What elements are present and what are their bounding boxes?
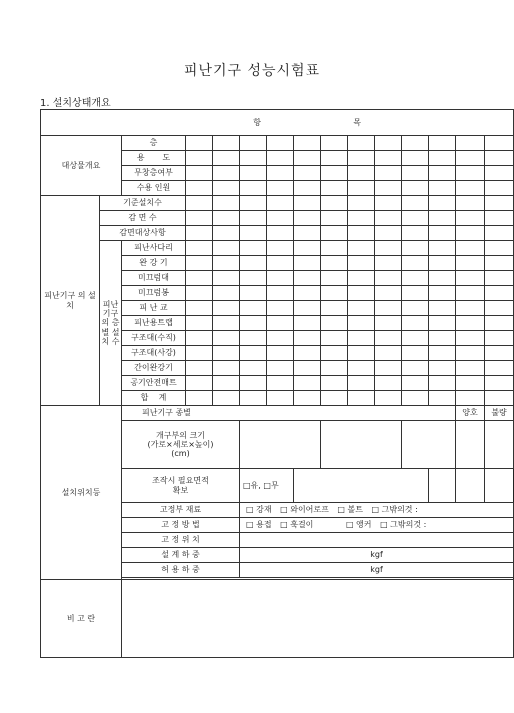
entry-cell[interactable] xyxy=(321,331,348,346)
entry-cell[interactable] xyxy=(321,256,348,271)
entry-cell[interactable] xyxy=(402,286,429,301)
entry-cell[interactable] xyxy=(485,331,514,346)
entry-cell[interactable] xyxy=(485,301,514,316)
entry-cell[interactable] xyxy=(456,211,485,226)
row-label: 피난용트랩 xyxy=(122,316,186,331)
entry-cell[interactable] xyxy=(348,286,375,301)
entry-cell[interactable] xyxy=(267,241,294,256)
entry-cell[interactable] xyxy=(294,346,321,361)
row-label: 설 계 하 중 xyxy=(122,548,240,563)
entry-cell[interactable] xyxy=(321,211,348,226)
entry-cell[interactable] xyxy=(186,181,213,196)
checkbox-other[interactable]: □ 그밖의것 : xyxy=(380,520,427,530)
entry-cell[interactable] xyxy=(294,361,321,376)
entry-cell[interactable] xyxy=(429,256,456,271)
entry-cell[interactable] xyxy=(186,211,213,226)
row-label: 허 용 하 중 xyxy=(122,563,240,578)
entry-cell[interactable] xyxy=(375,151,402,166)
entry-cell[interactable] xyxy=(186,136,213,151)
entry-cell[interactable] xyxy=(348,196,375,211)
checkbox-bolt[interactable]: □ 볼트 xyxy=(337,505,363,515)
entry-cell[interactable] xyxy=(321,226,348,241)
entry-cell[interactable] xyxy=(456,469,485,503)
remarks-field[interactable] xyxy=(122,580,514,658)
entry-cell[interactable] xyxy=(186,196,213,211)
entry-cell[interactable] xyxy=(429,211,456,226)
entry-cell[interactable] xyxy=(485,166,514,181)
entry-cell[interactable] xyxy=(402,211,429,226)
entry-cell[interactable] xyxy=(375,136,402,151)
entry-cell[interactable] xyxy=(321,316,348,331)
entry-cell[interactable] xyxy=(456,226,485,241)
entry-cell[interactable] xyxy=(267,331,294,346)
entry-cell[interactable] xyxy=(294,286,321,301)
entry-cell[interactable] xyxy=(429,286,456,301)
entry-cell[interactable] xyxy=(485,211,514,226)
row-label: 구조대(수직) xyxy=(122,331,186,346)
entry-cell[interactable] xyxy=(402,226,429,241)
entry-cell[interactable] xyxy=(213,376,240,391)
row-label: 합 계 xyxy=(122,391,186,406)
entry-cell[interactable] xyxy=(294,211,321,226)
entry-cell[interactable] xyxy=(402,301,429,316)
checkbox-wire-rope[interactable]: □ 와이어로프 xyxy=(280,505,329,515)
entry-cell[interactable] xyxy=(485,151,514,166)
entry-cell[interactable] xyxy=(456,196,485,211)
entry-cell[interactable] xyxy=(267,346,294,361)
entry-cell[interactable] xyxy=(186,391,213,406)
entry-cell[interactable] xyxy=(375,226,402,241)
entry-cell[interactable] xyxy=(186,331,213,346)
inspection-form-table xyxy=(40,109,514,658)
row-label: 구조대(사강) xyxy=(122,346,186,361)
ops-area-options xyxy=(240,469,294,503)
entry-cell[interactable] xyxy=(294,316,321,331)
entry-cell[interactable] xyxy=(213,331,240,346)
entry-cell[interactable] xyxy=(456,166,485,181)
row-label: 미끄럼봉 xyxy=(122,286,186,301)
entry-cell[interactable] xyxy=(348,256,375,271)
entry-cell[interactable] xyxy=(294,241,321,256)
entry-cell[interactable] xyxy=(485,316,514,331)
entry-cell[interactable] xyxy=(186,346,213,361)
group-label-location: 설치위치등 xyxy=(41,406,122,580)
entry-cell[interactable] xyxy=(429,301,456,316)
entry-cell[interactable] xyxy=(485,376,514,391)
document-title: 피난기구 성능시험표 xyxy=(183,63,321,79)
entry-cell[interactable] xyxy=(186,286,213,301)
entry-cell[interactable] xyxy=(321,376,348,391)
entry-cell[interactable] xyxy=(402,271,429,286)
entry-cell[interactable] xyxy=(186,166,213,181)
entry-cell[interactable] xyxy=(485,346,514,361)
entry-cell[interactable] xyxy=(321,271,348,286)
checkbox-other[interactable]: □ 그밖의것 : xyxy=(371,505,418,515)
entry-cell[interactable] xyxy=(429,346,456,361)
entry-cell[interactable] xyxy=(240,301,267,316)
entry-cell[interactable] xyxy=(294,256,321,271)
entry-cell[interactable] xyxy=(402,361,429,376)
entry-cell[interactable] xyxy=(456,361,485,376)
entry-cell[interactable] xyxy=(402,151,429,166)
fix-method-options xyxy=(240,518,514,533)
entry-cell[interactable] xyxy=(213,391,240,406)
entry-cell[interactable] xyxy=(429,166,456,181)
entry-cell[interactable] xyxy=(213,316,240,331)
entry-cell[interactable] xyxy=(294,136,321,151)
entry-cell[interactable] xyxy=(186,301,213,316)
sub-label-floor-count: 피난 기구 의 층별 설치 수 xyxy=(100,241,122,406)
entry-cell[interactable] xyxy=(240,271,267,286)
entry-cell[interactable] xyxy=(485,391,514,406)
checkbox-steel[interactable]: □ 강재 xyxy=(246,505,272,515)
entry-cell[interactable] xyxy=(240,316,267,331)
entry-cell[interactable] xyxy=(402,181,429,196)
entry-cell[interactable] xyxy=(321,421,402,469)
entry-cell[interactable] xyxy=(456,271,485,286)
entry-cell[interactable] xyxy=(294,331,321,346)
entry-cell[interactable] xyxy=(213,241,240,256)
entry-cell[interactable] xyxy=(321,151,348,166)
entry-cell[interactable] xyxy=(267,361,294,376)
entry-cell[interactable] xyxy=(294,469,429,503)
header-left: 항 xyxy=(253,117,261,127)
entry-cell[interactable] xyxy=(294,196,321,211)
entry-cell[interactable] xyxy=(375,301,402,316)
entry-cell[interactable] xyxy=(213,166,240,181)
entry-cell[interactable] xyxy=(348,211,375,226)
entry-cell[interactable] xyxy=(402,196,429,211)
entry-cell[interactable] xyxy=(402,256,429,271)
entry-cell[interactable] xyxy=(240,533,514,548)
row-label: 완 강 기 xyxy=(122,256,186,271)
entry-cell[interactable] xyxy=(267,226,294,241)
entry-cell[interactable] xyxy=(294,181,321,196)
entry-cell[interactable] xyxy=(402,166,429,181)
entry-cell[interactable] xyxy=(375,286,402,301)
group-label-target: 대상물개요 xyxy=(41,136,122,196)
entry-cell[interactable] xyxy=(240,421,321,469)
entry-cell[interactable] xyxy=(456,151,485,166)
entry-cell[interactable] xyxy=(429,361,456,376)
entry-cell[interactable] xyxy=(375,271,402,286)
entry-cell[interactable] xyxy=(456,421,485,469)
entry-cell[interactable] xyxy=(348,376,375,391)
entry-cell[interactable] xyxy=(402,376,429,391)
entry-cell[interactable] xyxy=(348,226,375,241)
entry-cell[interactable] xyxy=(456,256,485,271)
entry-cell[interactable] xyxy=(375,331,402,346)
entry-cell[interactable] xyxy=(375,241,402,256)
entry-cell[interactable] xyxy=(294,376,321,391)
entry-cell[interactable] xyxy=(213,271,240,286)
entry-cell[interactable] xyxy=(375,346,402,361)
entry-cell[interactable] xyxy=(240,136,267,151)
entry-cell[interactable] xyxy=(429,226,456,241)
entry-cell[interactable] xyxy=(186,361,213,376)
entry-cell[interactable] xyxy=(294,271,321,286)
entry-cell[interactable] xyxy=(456,391,485,406)
row-label: 피난사다리 xyxy=(122,241,186,256)
fix-material-options xyxy=(240,503,514,518)
entry-cell[interactable] xyxy=(402,136,429,151)
row-label: 고정부 재료 xyxy=(122,503,240,518)
checkbox-welding[interactable]: □ 용접 xyxy=(246,520,272,530)
entry-cell[interactable] xyxy=(348,241,375,256)
entry-cell[interactable] xyxy=(186,271,213,286)
entry-cell[interactable] xyxy=(213,226,240,241)
entry-cell[interactable] xyxy=(321,241,348,256)
entry-cell[interactable] xyxy=(429,316,456,331)
design-load-unit[interactable]: kgf xyxy=(240,548,514,563)
entry-cell[interactable] xyxy=(267,376,294,391)
entry-cell[interactable] xyxy=(375,316,402,331)
entry-cell[interactable] xyxy=(213,181,240,196)
entry-cell[interactable] xyxy=(485,271,514,286)
entry-cell[interactable] xyxy=(348,181,375,196)
row-label: 감면대상사항 xyxy=(100,226,186,241)
entry-cell[interactable] xyxy=(429,331,456,346)
entry-cell[interactable] xyxy=(348,136,375,151)
entry-cell[interactable] xyxy=(294,226,321,241)
entry-cell[interactable] xyxy=(456,181,485,196)
entry-cell[interactable] xyxy=(348,301,375,316)
entry-cell[interactable] xyxy=(348,346,375,361)
entry-cell[interactable] xyxy=(456,301,485,316)
entry-cell[interactable] xyxy=(348,151,375,166)
entry-cell[interactable] xyxy=(240,346,267,361)
entry-cell[interactable] xyxy=(240,361,267,376)
entry-cell[interactable] xyxy=(213,346,240,361)
header-cell xyxy=(41,110,514,136)
entry-cell[interactable] xyxy=(294,166,321,181)
entry-cell[interactable] xyxy=(213,211,240,226)
entry-cell[interactable] xyxy=(456,331,485,346)
entry-cell[interactable] xyxy=(485,241,514,256)
entry-cell[interactable] xyxy=(485,256,514,271)
entry-cell[interactable] xyxy=(375,211,402,226)
entry-cell[interactable] xyxy=(213,256,240,271)
entry-cell[interactable] xyxy=(321,391,348,406)
entry-cell[interactable] xyxy=(267,301,294,316)
row-label: 피난기구 종별 xyxy=(122,406,456,421)
entry-cell[interactable] xyxy=(321,166,348,181)
entry-cell[interactable] xyxy=(240,241,267,256)
entry-cell[interactable] xyxy=(240,181,267,196)
row-label: 용 도 xyxy=(122,151,186,166)
entry-cell[interactable] xyxy=(213,361,240,376)
entry-cell[interactable] xyxy=(456,241,485,256)
checkbox-anchor[interactable]: □ 앵커 xyxy=(345,520,372,530)
entry-cell[interactable] xyxy=(348,316,375,331)
entry-cell[interactable] xyxy=(402,346,429,361)
entry-cell[interactable] xyxy=(429,376,456,391)
entry-cell[interactable] xyxy=(321,181,348,196)
entry-cell[interactable] xyxy=(485,136,514,151)
entry-cell[interactable] xyxy=(375,256,402,271)
entry-cell[interactable] xyxy=(267,151,294,166)
row-label: 기준설치수 xyxy=(100,196,186,211)
entry-cell[interactable] xyxy=(348,391,375,406)
entry-cell[interactable] xyxy=(213,151,240,166)
entry-cell[interactable] xyxy=(267,166,294,181)
bad-label: 불량 xyxy=(485,406,514,421)
entry-cell[interactable] xyxy=(213,301,240,316)
entry-cell[interactable] xyxy=(485,196,514,211)
group-label-install: 피난기구 의 설치 xyxy=(41,196,100,406)
entry-cell[interactable] xyxy=(267,211,294,226)
entry-cell[interactable] xyxy=(429,181,456,196)
entry-cell[interactable] xyxy=(321,136,348,151)
entry-cell[interactable] xyxy=(267,286,294,301)
entry-cell[interactable] xyxy=(402,391,429,406)
entry-cell[interactable] xyxy=(186,241,213,256)
entry-cell[interactable] xyxy=(375,361,402,376)
header-right: 목 xyxy=(353,117,361,127)
section-heading: 1. 설치상태개요 xyxy=(40,98,111,109)
entry-cell[interactable] xyxy=(321,286,348,301)
entry-cell[interactable] xyxy=(240,376,267,391)
entry-cell[interactable] xyxy=(485,181,514,196)
entry-cell[interactable] xyxy=(213,286,240,301)
entry-cell[interactable] xyxy=(429,469,456,503)
entry-cell[interactable] xyxy=(240,286,267,301)
entry-cell[interactable] xyxy=(186,376,213,391)
entry-cell[interactable] xyxy=(240,196,267,211)
entry-cell[interactable] xyxy=(348,361,375,376)
entry-cell[interactable] xyxy=(186,256,213,271)
entry-cell[interactable] xyxy=(240,226,267,241)
entry-cell[interactable] xyxy=(267,316,294,331)
entry-cell[interactable] xyxy=(456,316,485,331)
entry-cell[interactable] xyxy=(321,361,348,376)
entry-cell[interactable] xyxy=(240,331,267,346)
entry-cell[interactable] xyxy=(485,421,514,469)
row-label: 감 면 수 xyxy=(100,211,186,226)
entry-cell[interactable] xyxy=(321,196,348,211)
entry-cell[interactable] xyxy=(213,196,240,211)
remarks-label: 비 고 란 xyxy=(41,580,122,658)
entry-cell[interactable] xyxy=(456,286,485,301)
checkbox-yes[interactable]: □유, xyxy=(243,480,261,490)
entry-cell[interactable] xyxy=(186,316,213,331)
entry-cell[interactable] xyxy=(294,151,321,166)
entry-cell[interactable] xyxy=(267,181,294,196)
entry-cell[interactable] xyxy=(429,391,456,406)
row-label: 무창층여부 xyxy=(122,166,186,181)
entry-cell[interactable] xyxy=(240,256,267,271)
entry-cell[interactable] xyxy=(348,271,375,286)
ops-area-label: 조작시 필요면적 확보 xyxy=(122,469,240,503)
row-label: 공기안전매트 xyxy=(122,376,186,391)
entry-cell[interactable] xyxy=(321,301,348,316)
entry-cell[interactable] xyxy=(348,331,375,346)
entry-cell[interactable] xyxy=(267,391,294,406)
entry-cell[interactable] xyxy=(240,166,267,181)
entry-cell[interactable] xyxy=(429,151,456,166)
entry-cell[interactable] xyxy=(375,196,402,211)
entry-cell[interactable] xyxy=(375,166,402,181)
row-label: 고 정 방 법 xyxy=(122,518,240,533)
row-label: 고 정 위 치 xyxy=(122,533,240,548)
row-label: 층 xyxy=(122,136,186,151)
entry-cell[interactable] xyxy=(267,256,294,271)
entry-cell[interactable] xyxy=(375,376,402,391)
entry-cell[interactable] xyxy=(429,196,456,211)
entry-cell[interactable] xyxy=(429,136,456,151)
entry-cell[interactable] xyxy=(402,241,429,256)
entry-cell[interactable] xyxy=(485,226,514,241)
row-label: 수용 인원 xyxy=(122,181,186,196)
entry-cell[interactable] xyxy=(485,286,514,301)
entry-cell[interactable] xyxy=(456,136,485,151)
row-label: 피 난 교 xyxy=(122,301,186,316)
good-label: 양호 xyxy=(456,406,485,421)
entry-cell[interactable] xyxy=(402,421,456,469)
entry-cell[interactable] xyxy=(456,346,485,361)
entry-cell[interactable] xyxy=(213,136,240,151)
row-label: 미끄럼대 xyxy=(122,271,186,286)
checkbox-hook[interactable]: □ 훅걸이 xyxy=(280,520,314,530)
entry-cell[interactable] xyxy=(240,391,267,406)
entry-cell[interactable] xyxy=(429,271,456,286)
entry-cell[interactable] xyxy=(429,241,456,256)
entry-cell[interactable] xyxy=(321,346,348,361)
entry-cell[interactable] xyxy=(402,316,429,331)
entry-cell[interactable] xyxy=(294,301,321,316)
entry-cell[interactable] xyxy=(485,361,514,376)
entry-cell[interactable] xyxy=(375,181,402,196)
entry-cell[interactable] xyxy=(240,151,267,166)
entry-cell[interactable] xyxy=(348,166,375,181)
entry-cell[interactable] xyxy=(186,151,213,166)
checkbox-no[interactable]: □무 xyxy=(263,480,279,490)
row-label: 간이완강기 xyxy=(122,361,186,376)
allowed-load-unit[interactable]: kgf xyxy=(240,563,514,578)
entry-cell[interactable] xyxy=(267,136,294,151)
entry-cell[interactable] xyxy=(294,391,321,406)
entry-cell[interactable] xyxy=(402,331,429,346)
entry-cell[interactable] xyxy=(240,211,267,226)
entry-cell[interactable] xyxy=(375,391,402,406)
entry-cell[interactable] xyxy=(456,376,485,391)
entry-cell[interactable] xyxy=(267,271,294,286)
entry-cell[interactable] xyxy=(186,226,213,241)
opening-size-label: 개구부의 크기 (가로×세로×높이) (cm) xyxy=(122,421,240,469)
entry-cell[interactable] xyxy=(267,196,294,211)
